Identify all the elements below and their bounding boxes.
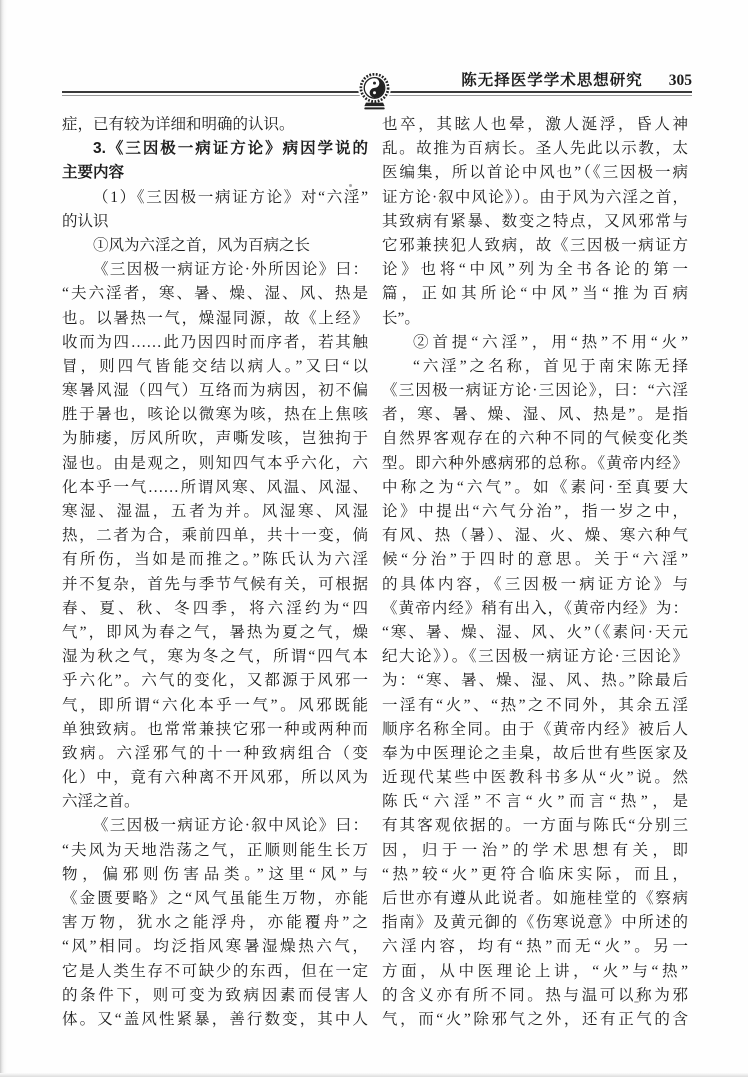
text-line: 《三因极一病证方论·外所因论》曰： [93,261,368,279]
text-line: 湿也。由是观之，则知四气本乎六化，六 [62,454,368,472]
text-line: 证方论·叙中风论》）。由于风为六淫之首， [382,188,688,206]
text-line: 主要内容 [62,164,125,182]
text-line: 《三因极一病证方论·叙中风论》曰： [93,817,368,835]
text-line: 物，偏邪则伤害品类。”这里“风”与 [62,865,368,883]
right-column [382,113,688,1032]
text-line: 后世亦有遵从此说者。如施桂堂的《察病 [382,890,688,907]
text-line: 它邪兼挟犯人致病，故《三因极一病证方 [382,236,688,254]
text-line: “寒、暑、燥、湿、风、火”（《素问·天元 [382,623,688,641]
text-line: 《黄帝内经》稍有出入，《黄帝内经》为： [382,599,688,617]
text-line: 症，已有较为详细和明确的认识。 [62,116,295,133]
text-line: 单独致病。也常常兼挟它邪一种或两种而 [62,720,368,738]
text-line: 寒湿、湿温，五者为并。风湿寒、风湿 [62,503,368,520]
text-line: 化）中，竟有六种离不开风邪，所以风为 [62,769,368,787]
text-line: 指南》及黄元御的《伤寒说意》中所述的 [382,914,688,932]
text-line: 近现代某些中医教科书多从“火”说。然 [382,769,688,787]
text-line: “夫六淫者，寒、暑、燥、湿、风、热是 [62,285,368,303]
text-line: 奉为中医理论之圭臬，故后世有些医家及 [382,744,688,762]
text-line: 顺序名称全同。由于《黄帝内经》被后人 [382,720,688,738]
text-line: 春、夏、秋、冬四季，将六淫约为“四 [62,599,368,617]
text-line: 论》也将“中风”列为全书各论的第一 [382,261,688,279]
text-line: 的条件下，则可变为致病因素而侵害人 [62,986,368,1004]
text-line: 医编集，所以首论中风也”（《三因极一病 [382,164,688,182]
text-line: 体。又“盖风性紧暴，善行数变，其中人 [62,1010,368,1028]
text-line: 湿为秋之气，寒为冬之气，所谓“四气本 [62,648,368,666]
text-line: 也卒，其眩人也晕，激人涎浮，昏人神 [382,116,688,133]
text-line: 致病。六淫邪气的十一种致病组合（变 [62,744,368,762]
text-line: 的认识 [62,212,109,230]
text-line: “夫风为天地浩荡之气，正顺则能生长万 [62,841,368,859]
text-line: 六淫内容，均有“热”而无“火”。另一 [382,938,688,956]
page-number: 305 [668,72,692,89]
text-line: 其致病有紧暴、数变之特点，又风邪常与 [382,212,688,230]
two-column-text [62,113,688,1032]
text-line: 型。即六种外感病邪的总称。《黄帝内经》 [382,454,688,472]
text-line: “热”较“火”更符合临床实际，而且， [382,865,688,883]
text-line: 有风、热（暑）、湿、火、燥、寒六种气 [382,527,688,545]
text-line: 乱。故推为百病长。圣人先此以示教，太 [382,140,688,158]
text-line: 害万物，犹水之能浮舟，亦能覆舟”之 [62,914,368,932]
text-line: 化本乎一气……所谓风寒、风温、风湿、 [62,478,368,496]
text-line: 陈氏“六淫”不言“火”而言“热”，是 [382,793,688,811]
text-line: “六淫”之名称，首见于南宋陈无择 [413,357,688,375]
text-line: 论》中提出“六气分治”，指一岁之中， [382,503,688,520]
text-line: 收而为四……此乃因四时而序者，若其触 [62,333,368,351]
text-line: 有其客观依据的。一方面与陈氏“分别三 [382,817,688,835]
text-line: 候“分治”于四时的意思。关于“六淫” [382,551,688,569]
text-line: 的具体内容，《三因极一病证方论》与 [382,575,688,593]
text-line: 3.《三因极一病证方论》病因学说的 [93,140,368,158]
running-header [461,68,692,90]
text-line: 一淫有“火”、“热”之不同外，其余五淫 [382,696,688,714]
text-line: 乎六化”。六气的变化，又都源于风邪一 [62,672,368,690]
text-line: ②首提“六淫”，用“热”不用“火” [413,333,688,351]
text-line: ①风为六淫之首，风为百病之长 [93,236,311,254]
text-line: 《三因极一病证方论·三因论》，曰：“六淫 [382,382,688,400]
text-line: 《金匮要略》之“风气虽能生万物，亦能 [62,890,368,907]
text-line: 因，归于一治”的学术思想有关，即 [382,841,688,859]
scan-edge-left [0,0,7,1077]
text-line: 有所伤，当如是而推之。”陈氏认为六淫 [62,551,368,569]
text-line: 冒，则四气皆能交结以病人。”又曰“以 [62,357,368,375]
text-line: 胜于暑也，咳论以微寒为咳，热在上焦咳 [62,406,368,424]
text-line: 气”，即风为春之气，暑热为夏之气，燥 [62,623,368,641]
text-line: 长”。 [382,309,420,327]
text-line: 的含义亦有所不同。热与温可以称为邪 [382,986,688,1004]
text-line: “风”相同。均泛指风寒暑湿燥热六气， [62,938,368,956]
text-line: 纪大论》）。《三因极一病证方论·三因论》 [382,648,688,666]
text-line: 寒暑风湿（四气）互络而为病因，初不偏 [62,382,368,400]
text-line: 气，而“火”除邪气之外，还有正气的含 [382,1010,688,1028]
text-line: 六淫之首。 [62,793,140,811]
left-column [62,113,368,1032]
text-line: 也。以暑热一气，燥湿同源，故《上经》 [62,309,368,327]
text-line: 为：“寒、暑、燥、湿、风、热。”除最后 [382,672,688,690]
text-line: 并不复杂，首先与季节气候有关，可根据 [62,575,368,593]
text-line: 热，二者为合，乘前四单，共十一变，倘 [62,527,368,545]
text-line: （1）《三因极一病证方论》对“六淫” [93,188,368,206]
text-line: 篇，正如其所论“中风”当“推为百病 [382,285,688,303]
text-line: 它是人类生存不可缺少的东西，但在一定 [62,962,368,980]
text-line: 为肺痿，厉风所吹，声嘶发咳，岂独拘于 [62,430,368,448]
text-line: 中称之为“六气”。如《素问·至真要大 [382,478,688,496]
text-line: 气，即所谓“六化本乎一气”。风邪既能 [62,696,368,714]
running-title: 陈无择医学学术思想研究 [461,72,643,89]
taiji-wreath-seal-icon [356,70,393,112]
text-line: 方面，从中医理论上讲，“火”与“热” [382,962,688,980]
text-line: 者，寒、暑、燥、湿、风、热是”。是指 [382,406,688,424]
text-line: 自然界客观存在的六种不同的气候变化类 [382,430,688,448]
scan-edge-bottom [0,1073,748,1077]
